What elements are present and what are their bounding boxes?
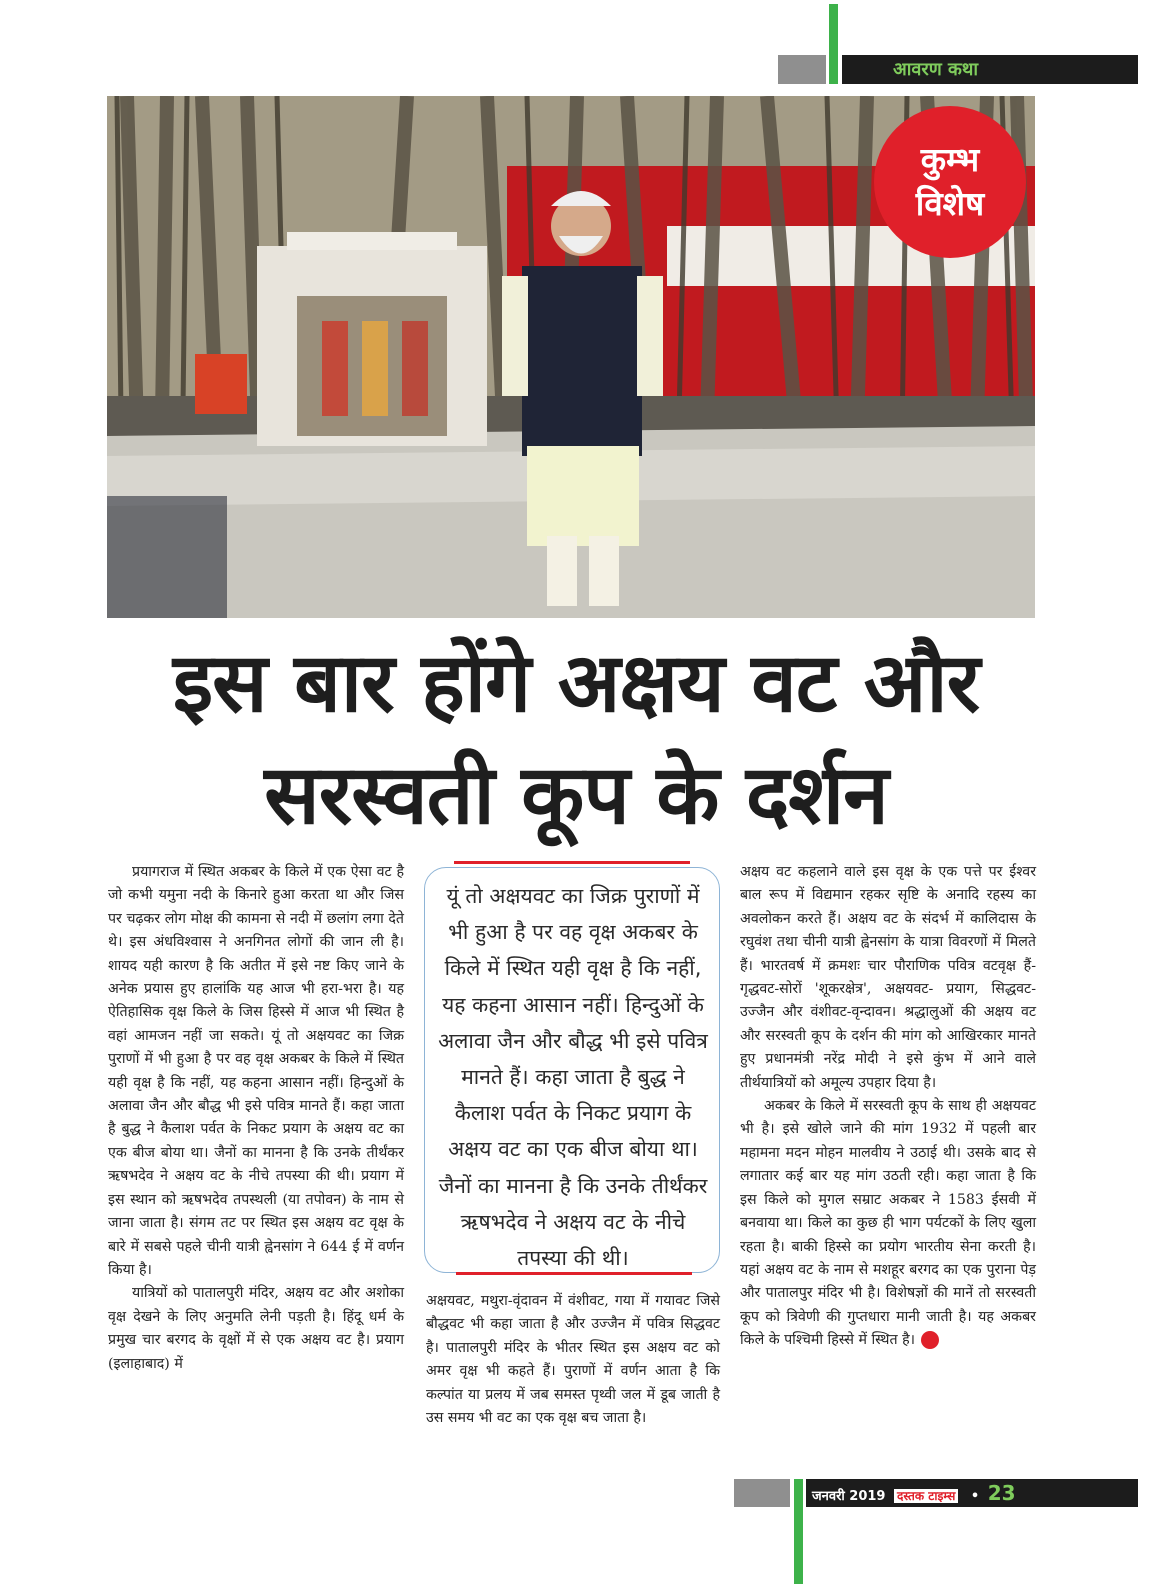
kumbh-special-badge (874, 106, 1026, 258)
article-column-1 (108, 861, 404, 1376)
article-column-3 (740, 861, 1036, 1353)
pull-quote-top-rule (454, 861, 690, 864)
pull-quote (424, 861, 722, 1277)
column3-paragraph-2-wrap (740, 1095, 1036, 1352)
badge-line2: विशेष (915, 184, 985, 223)
headline-line2: सरस्वती कूप के दर्शन (264, 748, 888, 843)
section-label: आवरण कथा (893, 59, 979, 80)
page-number: 23 (987, 1481, 1016, 1505)
footer-issue: जनवरी 2019 (812, 1489, 886, 1504)
headline (60, 628, 1092, 852)
top-green-rule (829, 4, 838, 84)
footer-magazine-name: दस्तक टाइम्स (894, 1489, 958, 1503)
footer-info (812, 1480, 1016, 1506)
column2-paragraph-1: अक्षयवट, मथुरा-वृंदावन में वंशीवट, गया में गयावट जिसे बौद्धवट भी कहा जाता है और उज्जैन में पवित्र सिद्धवट है। पातालपुरी मंदिर के भीतर स्थित इस अक्षय वट को अमर वृक्ष भी कहते हैं। पुराणों में वर्णन आता है कि कल्पांत या प्रलय में जब समस्त पृथ्वी जल में डूब जाती है उस समय भी वट का एक वृक्ष बच जाता है। (426, 1293, 720, 1427)
footer-bullet: • (970, 1489, 980, 1504)
badge-line1: कुम्भ (920, 140, 980, 179)
pull-quote-text: यूं तो अक्षयवट का जिक्र पुराणों में भी हुआ है पर वह वृक्ष अकबर के किले में स्थित यही वृक्ष है कि नहीं, यह कहना आसान नहीं। हिन्दुओं के अलावा जैन और बौद्ध भी इसे पवित्र मानते हैं। कहा जाता है बुद्ध ने कैलाश पर्वत के निकट प्रयाग के अक्षय वट का एक बीज बोया था। जैनों का मानना है कि उनके तीर्थंकर ऋषभदेव ने अक्षय वट के नीचे तपस्या की थी। (438, 884, 708, 1271)
pull-quote-box (424, 867, 720, 1273)
column1-paragraph-2: यात्रियों को पातालपुरी मंदिर, अक्षय वट और अशोका वृक्ष देखने के लिए अनुमति लेनी पड़ती है। हिंदू धर्म के प्रमुख चार बरगद के वृक्षों में से एक अक्षय वट है। प्रयाग (इलाहाबाद) में (108, 1285, 404, 1372)
article-column-2 (426, 1290, 720, 1430)
pull-quote-bottom-rule (456, 1272, 692, 1275)
column3-paragraph-1: अक्षय वट कहलाने वाले इस वृक्ष के एक पत्ते पर ईश्वर बाल रूप में विद्यमान रहकर सृष्टि के अनादि रहस्य का अवलोकन करते हैं। अक्षय वट के संदर्भ में कालिदास के रघुवंश तथा चीनी यात्री ह्वेनसांग के यात्रा विवरणों में मिलते हैं। भारतवर्ष में क्रमशः चार पौराणिक पवित्र वटवृक्ष हैं-गृद्धवट-सोरों 'शूकरक्षेत्र', अक्षयवट- प्रयाग, सिद्धवट-उज्जैन और वंशीवट-वृन्दावन। श्रद्धालुओं की अक्षय वट और सरस्वती कूप के दर्शन की मांग को आखिरकार मानते हुए प्रधानमंत्री नरेंद्र मोदी ने इसे कुंभ में आने वाले तीर्थयात्रियों को अमूल्य उपहार दिया है। (740, 864, 1036, 1091)
headline-line1: इस बार होंगे अक्षय वट और (172, 636, 980, 731)
end-mark-dot (921, 1331, 939, 1349)
footer-gray-block (734, 1479, 790, 1507)
column1-paragraph-1: प्रयागराज में स्थित अकबर के किले में एक ऐसा वट है जो कभी यमुना नदी के किनारे हुआ करता था और जिस पर चढ़कर लोग मोक्ष की कामना से नदी में छलांग लगा देते थे। इस अंधविश्वास ने अनगिनत लोगों की जान ली है। शायद यही कारण है कि अतीत में इसे नष्ट किए जाने के अनेक प्रयास हुए हालांकि यह आज भी हरा-भरा है। यह ऐतिहासिक वृक्ष किले के जिस हिस्से में आज भी स्थित है वहां आमजन नहीं जा सकते। यूं तो अक्षयवट का जिक्र पुराणों में भी हुआ है पर वह वृक्ष अकबर के किले में स्थित यही वृक्ष है कि नहीं, यह कहना आसान नहीं। हिन्दुओं के अलावा जैन और बौद्ध भी इसे पवित्र मानते हैं। कहा जाता है बुद्ध ने कैलाश पर्वत के निकट प्रयाग के अक्षय वट का एक बीज बोया था। जैनों का मानना है कि उनके तीर्थंकर ऋषभदेव ने अक्षय वट के नीचे तपस्या की थी। प्रयाग में इस स्थान को ऋषभदेव तपस्थली (या तपोवन) के नाम से जाना जाता है। संगम तट पर स्थित इस अक्षय वट वृक्ष के बारे में सबसे पहले चीनी यात्री ह्वेनसांग ने 644 ई में वर्णन किया है। (108, 864, 404, 1278)
header-gray-block (778, 55, 826, 84)
column3-paragraph-2: अकबर के किले में सरस्वती कूप के साथ ही अक्षयवट भी है। इसे खोले जाने की मांग 1932 में पहली बार महामना मदन मोहन मालवीय ने उठाई थी। उसके बाद से लगातार कई बार यह मांग उठती रही। कहा जाता है कि इस किले को मुगल सम्राट अकबर ने 1583 ईसवी में बनवाया था। किले का कुछ ही भाग पर्यटकों के लिए खुला रहता है। बाकी हिस्से का प्रयोग भारतीय सेना करती है। यहां अक्षय वट के नाम से मशहूर बरगद का एक पुराना पेड़ और पातालपुर मंदिर भी है। विशेषज्ञों की मानें तो सरस्वती कूप को त्रिवेणी की गुप्तधारा मानी जाती है। यह अकबर किले के पश्चिमी हिस्से में स्थित है। (740, 1098, 1036, 1349)
footer-green-rule (794, 1479, 803, 1584)
